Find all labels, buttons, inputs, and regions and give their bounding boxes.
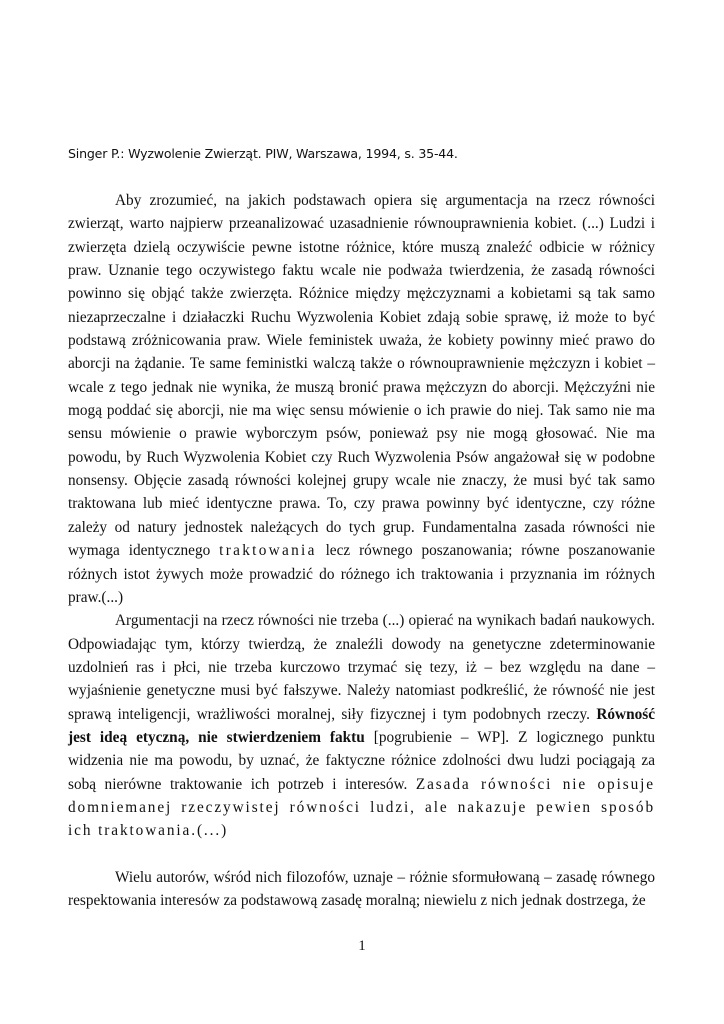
paragraph1-text: Aby zrozumieć, na jakich podstawach opiera się argumentacja na rzecz równości zwierząt, warto najpierw przeanalizować uzasadnienie równouprawnienia kobiet. (...) Ludzi i zwierzęta dzielą oczywiście pewne istotne różnice, które muszą znaleźć odbicie w różnicy praw. Uznanie tego oczywistego faktu wcale nie podważa twierdzenia, że zasadą równości powinno się objąć także zwierzęta. Różnice między mężczyznami a kobietami są tak samo niezaprzeczalne i działaczki Ruchu Wyzwolenia Kobiet zdają sobie sprawę, iż może to być podstawą zróżnicowania praw. Wiele feministek uważa, że kobiety powinny mieć prawo do aborcji na żądanie. Te same feministki walczą także o równouprawnienie mężczyzn i kobiet – wcale z tego jednak nie wynika, że muszą bronić prawa mężczyzn do aborcji. Mężczyźni nie mogą poddać się aborcji, nie ma więc sensu mówienie o ich prawie do niej. Tak samo nie ma sensu mówienie o prawie wyborczym psów, ponieważ psy nie mogą głosować. Nie ma powodu, by Ruch Wyzwolenia Kobiet czy Ruch Wyzwolenia Psów angażował się w podobne nonsensy. Objęcie zasadą równości kolejnej grupy wcale nie znaczy, że musi być tak samo traktowana lub mieć identyczne prawa. To, czy prawa powinny być identyczne, czy różne zależy od natury jednostek należących do tych grup. Fundamentalna zasada równości nie wymaga identycznego — [68, 192, 655, 560]
paragraph-science-argument — [68, 609, 655, 842]
paragraph2-text-mid: [pogrubienie – WP]. Z logicznego punktu widzenia nie ma powodu, by uznać, że faktyczne różnice zdolności dwu ludzi pociągają za sobą nierówne traktowanie ich potrzeb i interesów. — [68, 728, 655, 793]
paragraph-gap — [68, 843, 655, 866]
bold-emphasis: Równość jest ideą etyczną, nie stwierdzeniem faktu — [68, 705, 655, 746]
paragraph-equality-women — [68, 189, 655, 609]
page-number: 1 — [358, 938, 366, 954]
spaced-emphasis-word: traktowania — [219, 542, 317, 560]
document-body — [68, 189, 655, 912]
spaced-emphasis-sentence: Zasada równości nie opisuje domniemanej rzeczywistej równości ludzi, ale nakazuje pewien sposób ich traktowania.(...) — [68, 775, 655, 840]
paragraph1-text-end: lecz równego poszanowania; równe poszanowanie różnych istot żywych może prowadzić do różnego ich traktowania i przyznania im różnych praw.(...) — [68, 542, 656, 606]
paragraph2-text: Argumentacji na rzecz równości nie trzeba (...) opierać na wynikach badań naukowych. Odpowiadając tym, którzy twierdzą, że znaleźli dowody na genetyczne zdeterminowanie uzdolnień ras i płci, nie trzeba kurczowo trzymać się tezy, iż – bez względu na dane – wyjaśnienie genetyczne musi być fałszywe. Należy natomiast podkreślić, że równość nie jest sprawą inteligencji, wrażliwości moralnej, siły fizycznej i tym podobnych rzeczy. — [68, 612, 655, 723]
paragraph-moral-principle: Wielu autorów, wśród nich filozofów, uznaje – różnie sformułowaną – zasadę równego respektowania interesów za podstawową zasadę moralną; niewielu z nich jednak dostrzega, że — [68, 868, 655, 909]
citation-header: Singer P.: Wyzwolenie Zwierząt. PIW, Warszawa, 1994, s. 35-44. — [68, 146, 458, 161]
